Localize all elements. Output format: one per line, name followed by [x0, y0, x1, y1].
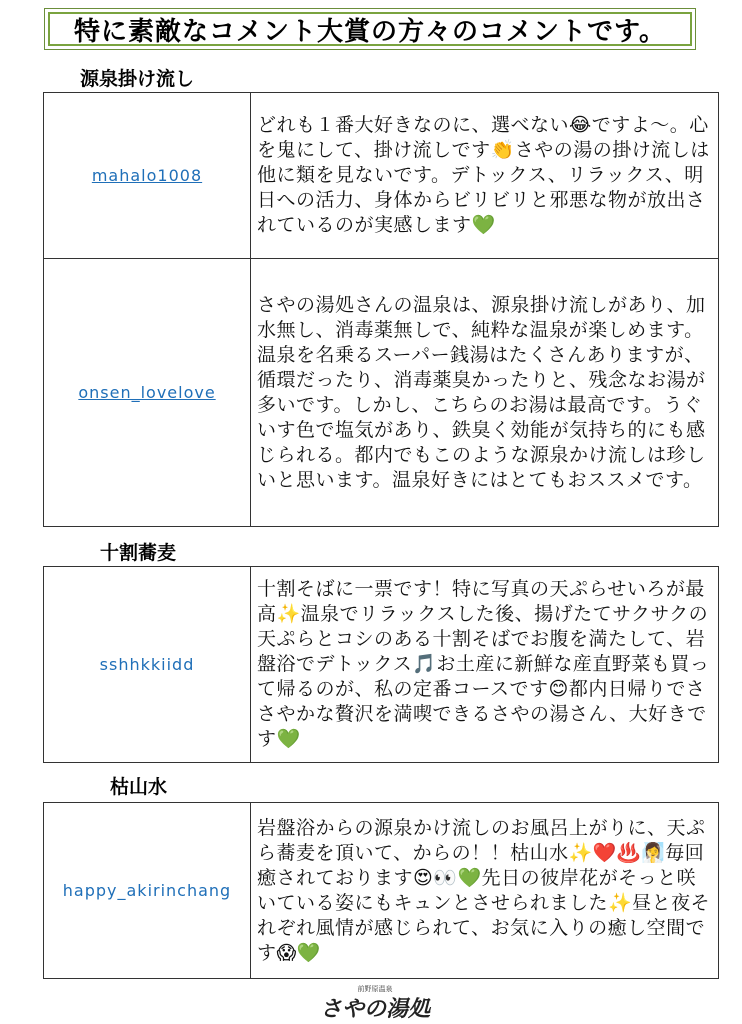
comment-text: 岩盤浴からの源泉かけ流しのお風呂上がりに、天ぷら蕎麦を頂いて、からの！！枯山水✨❤️♨️🧖‍♀️毎回癒されております😍👀💚先日の彼岸花がそっと咲いている姿にもキュンとさせられました✨昼と夜それぞれ風情が感じられて、お気に入りの癒し空間です😱💚 — [251, 803, 719, 979]
comment-table-karesansui — [43, 802, 719, 979]
user-cell — [44, 803, 251, 979]
section-heading-soba: 十割蕎麦 — [100, 542, 177, 564]
comment-table-gensen — [43, 92, 719, 527]
section-heading-gensen: 源泉掛け流し — [80, 68, 195, 90]
table-row — [44, 259, 719, 527]
title-frame — [44, 8, 696, 50]
table-row — [44, 93, 719, 259]
username: happy_akirinchang — [62, 881, 232, 900]
user-cell — [44, 567, 251, 763]
logo-wordmark: さやの湯処 — [320, 996, 431, 1022]
user-cell — [44, 259, 251, 527]
sayanoyu-logo — [320, 984, 430, 1020]
table-row — [44, 567, 719, 763]
comment-text: 十割そばに一票です！特に写真の天ぷらせいろが最高✨温泉でリラックスした後、揚げたてサクサクの天ぷらとコシのある十割そばでお腹を満たして、岩盤浴でデトックス🎵お土産に新鮮な産直野菜も買って帰るのが、私の定番コースです😊都内日帰りでささやかな贅沢を満喫できるさやの湯さん、大好きです💚 — [251, 567, 719, 763]
user-cell — [44, 93, 251, 259]
comment-text: さやの湯処さんの温泉は、源泉掛け流しがあり、加水無し、消毒薬無しで、純粋な温泉が楽しめます。温泉を名乗るスーパー銭湯はたくさんありますが、循環だったり、消毒薬臭かったりと、残念なお湯が多いです。しかし、こちらのお湯は最高です。うぐいす色で塩気があり、鉄臭く効能が気持ち的にも感じられる。都内でもこのような源泉かけ流しは珍しいと思います。温泉好きにはとてもおススメです。 — [251, 259, 719, 527]
section-heading-karesansui: 枯山水 — [110, 776, 168, 798]
table-row — [44, 803, 719, 979]
page-title: 特に素敵なコメント大賞の方々のコメントです。 — [48, 12, 692, 46]
logo-subtitle: 前野原温泉 — [357, 985, 393, 993]
comment-table-soba — [43, 566, 719, 763]
username-link[interactable]: onsen_lovelove — [78, 383, 216, 402]
username-link[interactable]: mahalo1008 — [91, 166, 203, 185]
comment-text: どれも１番大好きなのに、選べない😂ですよ〜。心を鬼にして、掛け流しです👏さやの湯の掛け流しは他に類を見ないです。デトックス、リラックス、明日への活力、身体からビリビリと邪悪な物が放出されているのが実感します💚 — [251, 93, 719, 259]
username: sshhkkiidd — [99, 655, 195, 674]
